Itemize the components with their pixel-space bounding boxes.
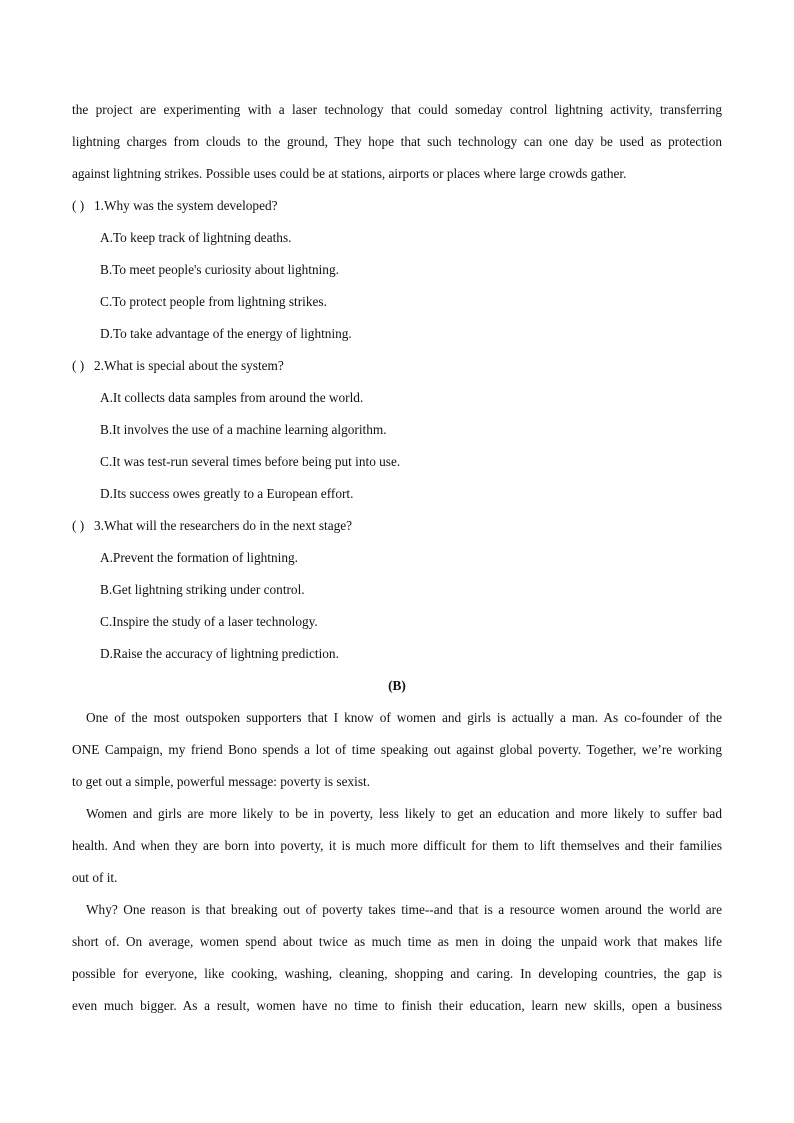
question-1 xyxy=(72,190,722,350)
text-line: against lightning strikes. Possible uses could be at stations, airports or places where large crowds gather. xyxy=(72,166,627,181)
text-line: to get out a simple, powerful message: poverty is sexist. xyxy=(72,774,371,789)
text-line: even much bigger. As a result, women have no time to finish their education, learn new skills, open a business xyxy=(72,998,722,1013)
text-line: health. And when they are born into poverty, it is much more difficult for them to lift themselves and their families xyxy=(72,838,722,853)
option-b: B.To meet people's curiosity about lightning. xyxy=(100,262,339,277)
answer-blank: ( ) xyxy=(72,198,85,213)
text-line: One of the most outspoken supporters that I know of women and girls is actually a man. As co-founder of the xyxy=(86,710,722,725)
question-2 xyxy=(72,350,722,510)
text-line: lightning charges from clouds to the ground, They hope that such technology can one day be used as protection xyxy=(72,134,722,149)
option-a: A.It collects data samples from around the world. xyxy=(100,390,364,405)
question-stem xyxy=(72,350,722,382)
question-3 xyxy=(72,510,722,670)
option-b: B.It involves the use of a machine learning algorithm. xyxy=(100,422,387,437)
document-page xyxy=(72,94,722,1022)
option-c: C.To protect people from lightning strikes. xyxy=(100,294,327,309)
question-text: 2.What is special about the system? xyxy=(94,358,284,373)
option-a: A.To keep track of lightning deaths. xyxy=(100,230,292,245)
option-d: D.Raise the accuracy of lightning prediction. xyxy=(100,646,339,661)
question-text: 1.Why was the system developed? xyxy=(94,198,278,213)
text-line: Women and girls are more likely to be in poverty, less likely to get an education and more likely to suffer bad xyxy=(86,806,722,821)
passage-a-tail xyxy=(72,94,722,190)
text-line: the project are experimenting with a laser technology that could someday control lightning activity, transferring xyxy=(72,102,722,117)
option-d: D.To take advantage of the energy of lightning. xyxy=(100,326,352,341)
text-line: Why? One reason is that breaking out of poverty takes time--and that is a resource women around the world are xyxy=(86,902,722,917)
question-stem xyxy=(72,510,722,542)
section-title: (B) xyxy=(388,678,406,693)
section-b-paragraph-3 xyxy=(72,894,722,1022)
text-line: out of it. xyxy=(72,870,118,885)
option-a: A.Prevent the formation of lightning. xyxy=(100,550,298,565)
question-text: 3.What will the researchers do in the next stage? xyxy=(94,518,353,533)
answer-blank: ( ) xyxy=(72,358,85,373)
option-b: B.Get lightning striking under control. xyxy=(100,582,305,597)
option-c: C.It was test-run several times before being put into use. xyxy=(100,454,401,469)
question-stem xyxy=(72,190,722,222)
option-c: C.Inspire the study of a laser technology. xyxy=(100,614,318,629)
text-line: possible for everyone, like cooking, washing, cleaning, shopping and caring. In developing countries, the gap is xyxy=(72,966,722,981)
text-line: short of. On average, women spend about twice as much time as men in doing the unpaid work that makes life xyxy=(72,934,722,949)
section-b-paragraph-1 xyxy=(72,702,722,798)
answer-blank: ( ) xyxy=(72,518,85,533)
option-d: D.Its success owes greatly to a European effort. xyxy=(100,486,354,501)
text-line: ONE Campaign, my friend Bono spends a lot of time speaking out against global poverty. Together, we’re working xyxy=(72,742,722,757)
section-b-paragraph-2 xyxy=(72,798,722,894)
